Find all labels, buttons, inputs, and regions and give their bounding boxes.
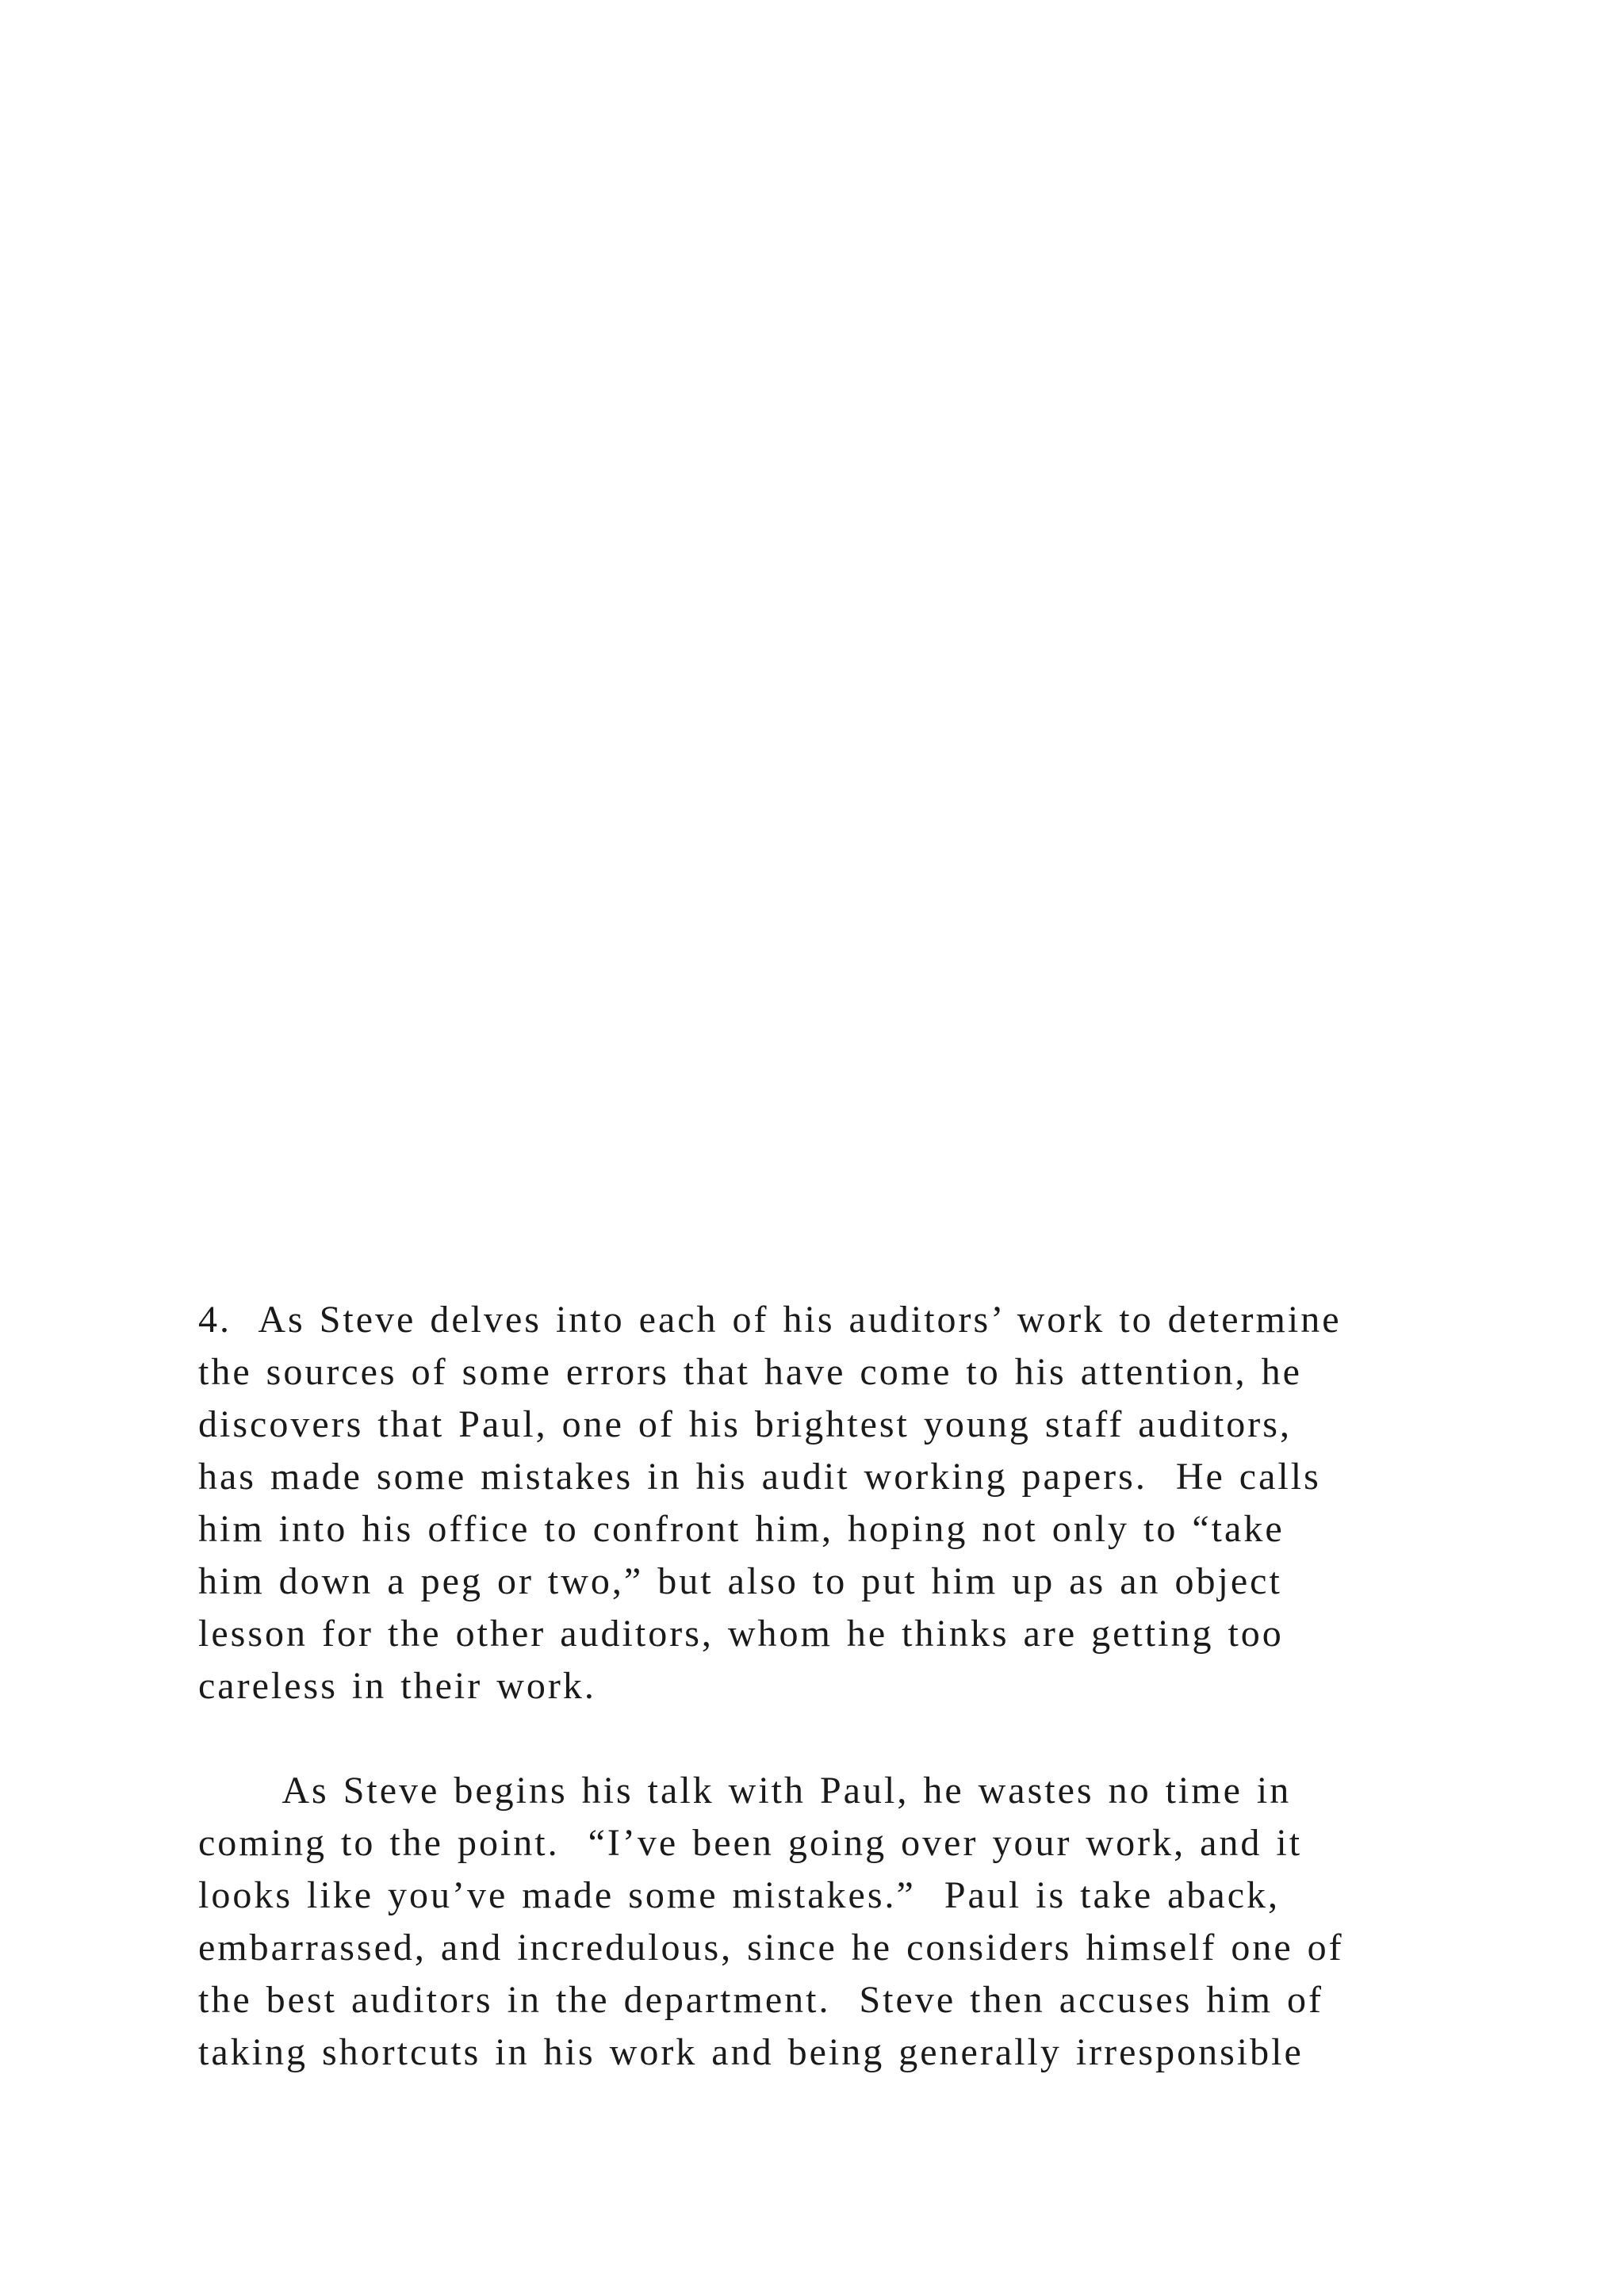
text-line: coming to the point. “I’ve been going over your work, and it [198, 1822, 1303, 1864]
text-line: him down a peg or two,” but also to put him up as an object [198, 1560, 1282, 1602]
paragraph-2 [198, 1765, 1515, 2079]
text-line: discovers that Paul, one of his brightest young staff auditors, [198, 1403, 1292, 1445]
paragraph-1 [198, 1294, 1515, 1712]
text-line: lesson for the other auditors, whom he thinks are getting too [198, 1613, 1284, 1655]
text-line: embarrassed, and incredulous, since he considers himself one of [198, 1927, 1344, 1969]
text-line: careless in their work. [198, 1665, 596, 1707]
text-line: taking shortcuts in his work and being generally irresponsible [198, 2031, 1304, 2073]
text-line: As Steve begins his talk with Paul, he wastes no time in [198, 1770, 1292, 1812]
text-line: has made some mistakes in his audit working papers. He calls [198, 1456, 1321, 1498]
text-line: the sources of some errors that have come to his attention, he [198, 1351, 1302, 1393]
text-line: looks like you’ve made some mistakes.” Paul is take aback, [198, 1874, 1281, 1916]
text-line: him into his office to confront him, hoping not only to “take [198, 1508, 1285, 1550]
text-line: 4. As Steve delves into each of his auditors’ work to determine [198, 1299, 1342, 1341]
text-line: the best auditors in the department. Steve then accuses him of [198, 1979, 1323, 2021]
